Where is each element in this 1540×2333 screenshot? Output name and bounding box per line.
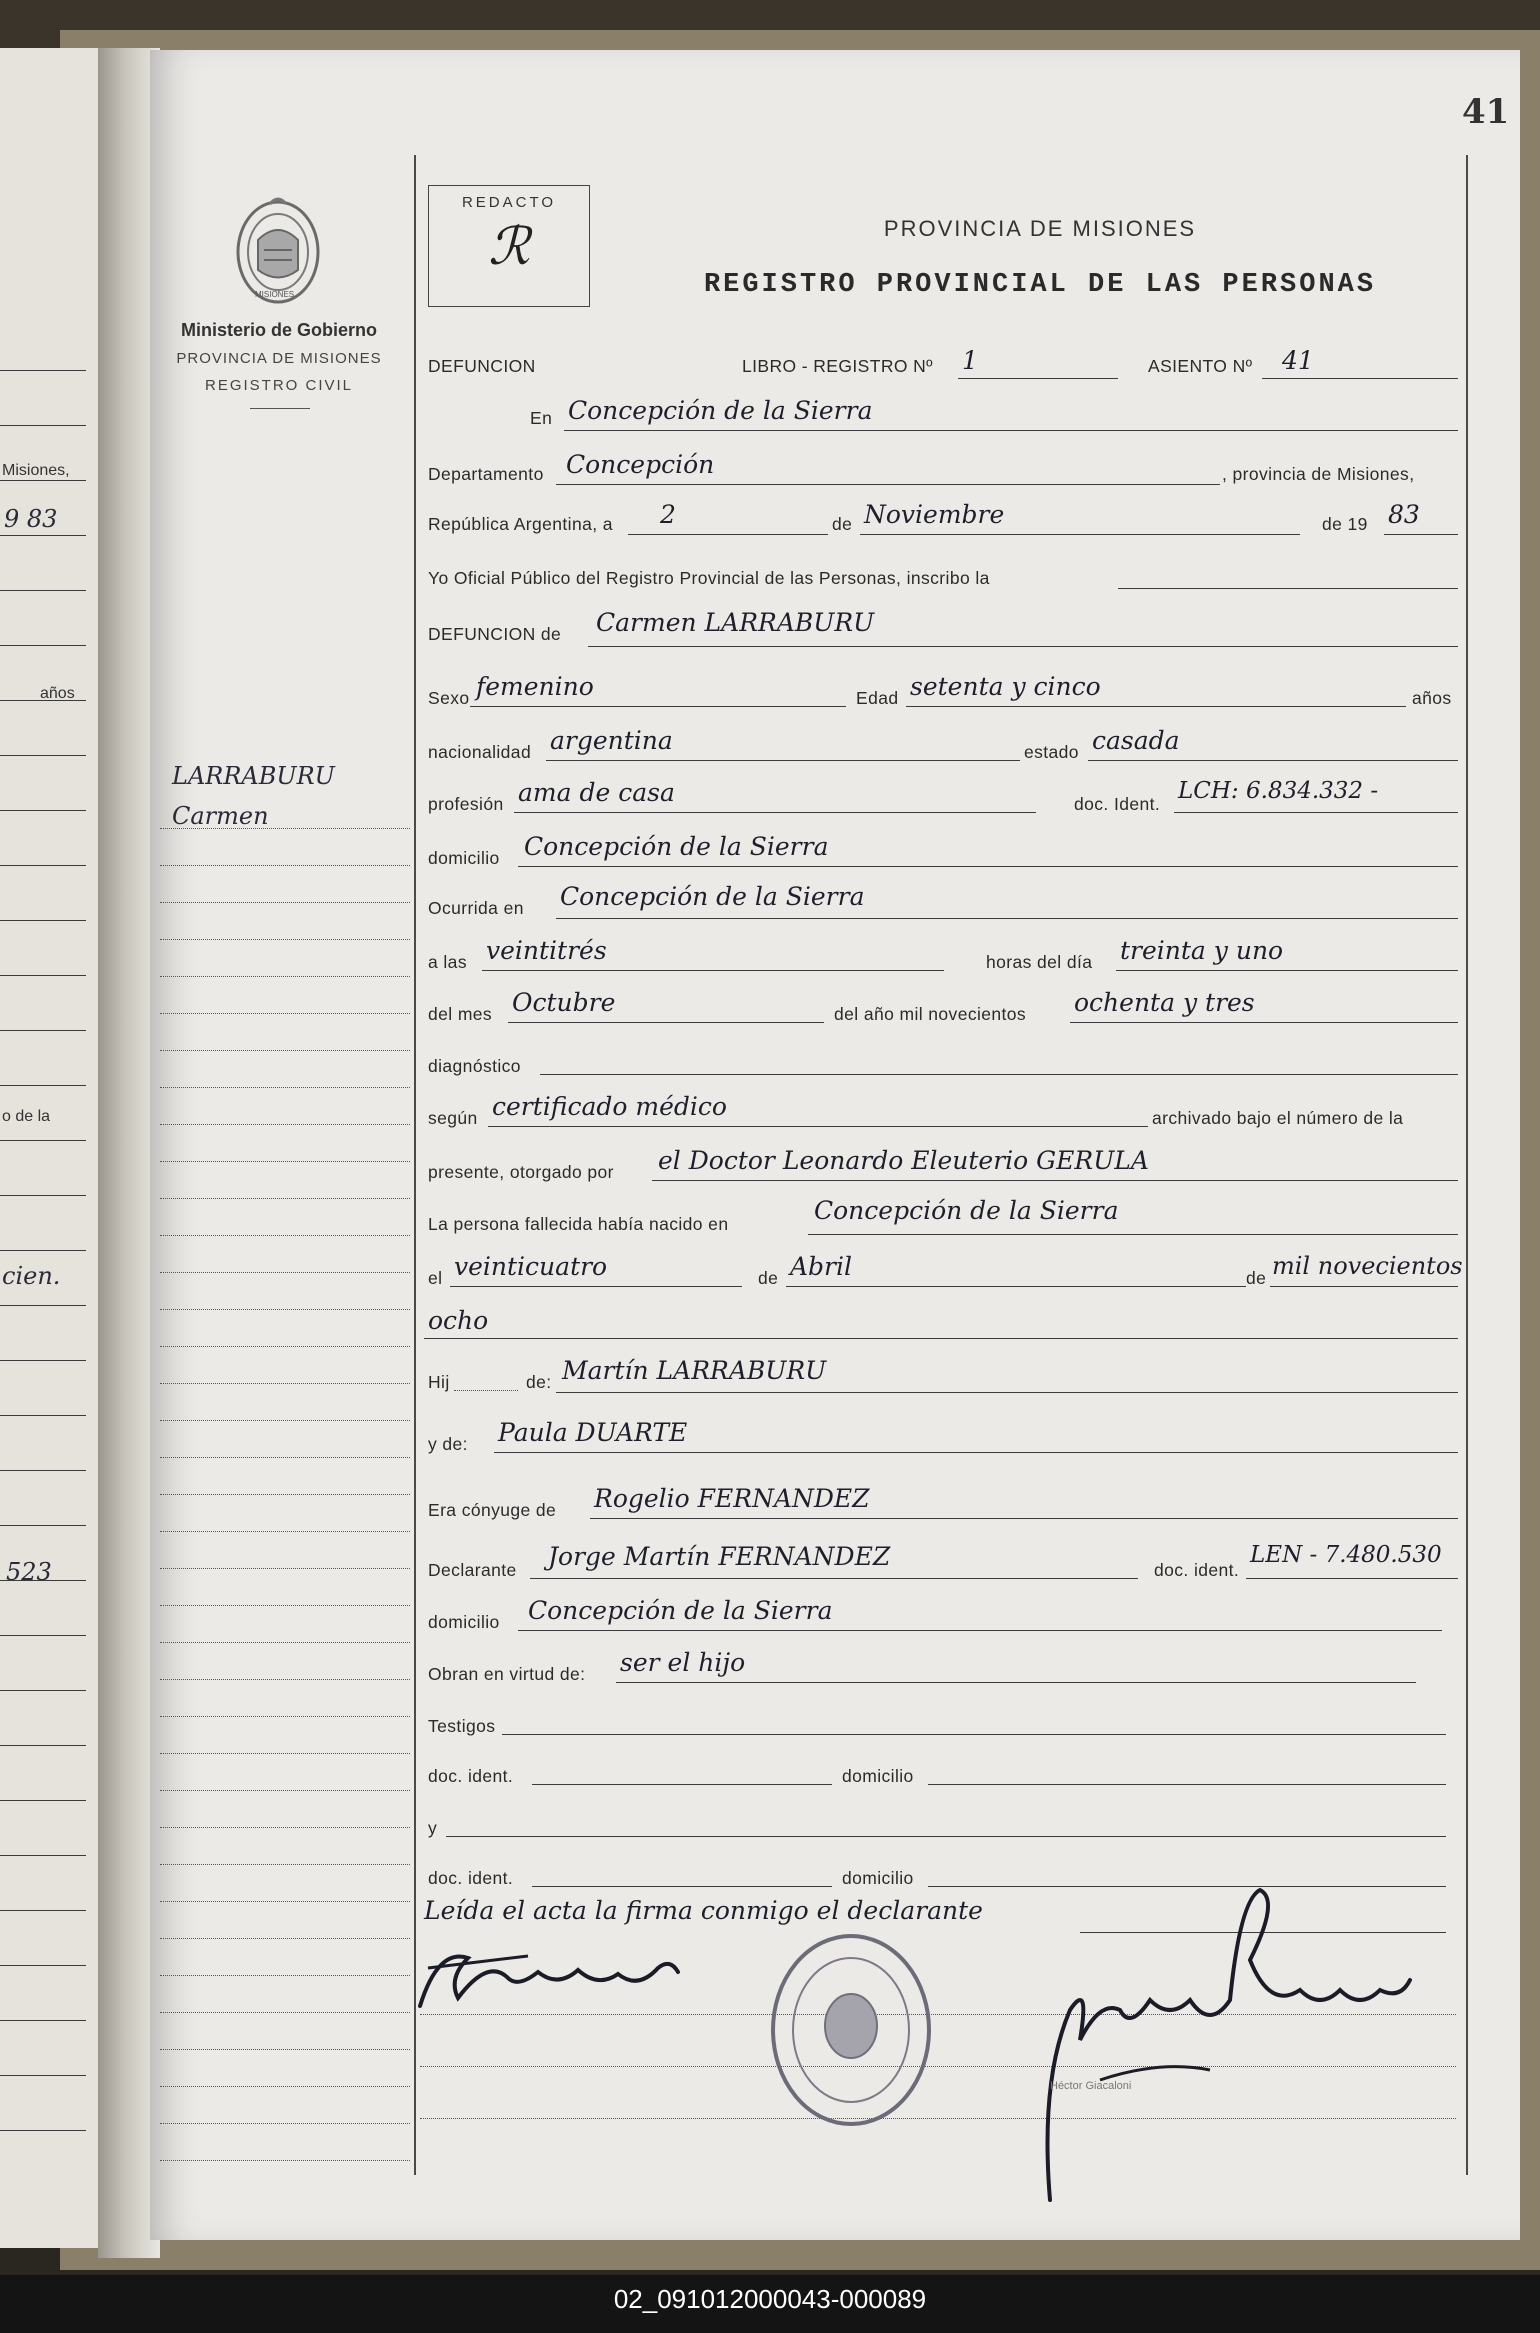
margin-rule — [160, 1938, 410, 1939]
margin-rule — [160, 2049, 410, 2050]
label-declarante: Declarante — [428, 1560, 517, 1580]
left-page-rule — [0, 535, 86, 536]
margin-rule — [160, 1494, 410, 1495]
line — [1070, 1022, 1458, 1023]
left-page-rule — [0, 2020, 86, 2021]
value-madre: Paula DUARTE — [498, 1418, 688, 1447]
label-segun: según — [428, 1108, 478, 1128]
line — [928, 1784, 1446, 1785]
value-ano-texto: ochenta y tres — [1074, 988, 1255, 1017]
label-estado: estado — [1024, 742, 1079, 762]
label-de-mes: de — [758, 1268, 779, 1288]
label-de-padre: de: — [526, 1372, 552, 1392]
margin-rule — [160, 1605, 410, 1606]
line — [532, 1784, 832, 1785]
margin-rule — [160, 1827, 410, 1828]
left-fragment: o de la — [2, 1108, 51, 1125]
label-libro: LIBRO - REGISTRO Nº — [742, 356, 933, 376]
margin-rule — [160, 1864, 410, 1865]
line — [556, 1392, 1458, 1393]
emblem-text: MISIONES — [255, 290, 295, 299]
line — [564, 430, 1458, 431]
line — [628, 534, 828, 535]
value-declarante-doc: LEN - 7.480.530 — [1250, 1542, 1442, 1568]
label-anos: años — [1412, 688, 1452, 708]
margin-surname: LARRABURU — [172, 762, 335, 790]
left-page-rule — [0, 1525, 86, 1526]
label-defuncion-de: DEFUNCION de — [428, 624, 562, 644]
label-domicilio-t1: domicilio — [842, 1766, 914, 1786]
left-page — [0, 48, 100, 2248]
value-departamento: Concepción — [566, 450, 715, 479]
label-nacionalidad: nacionalidad — [428, 742, 532, 762]
declarante-signature — [408, 1928, 698, 2018]
right-border — [1466, 155, 1468, 2175]
value-declarante: Jorge Martín FERNANDEZ — [548, 1542, 891, 1571]
line — [808, 1234, 1458, 1235]
line — [454, 1390, 518, 1391]
value-nac-ano1: mil novecientos — [1272, 1252, 1463, 1280]
line — [514, 812, 1036, 813]
value-ocurrida: Concepción de la Sierra — [560, 882, 865, 911]
label-defuncion: DEFUNCION — [428, 356, 536, 376]
line — [958, 378, 1118, 379]
line — [1270, 1286, 1458, 1287]
line — [540, 1074, 1458, 1075]
line — [470, 706, 846, 707]
label-departamento: Departamento — [428, 464, 544, 484]
margin-rule — [160, 1568, 410, 1569]
left-page-rule — [0, 975, 86, 976]
label-archivado: archivado bajo el número de la — [1152, 1108, 1404, 1128]
line — [532, 1886, 832, 1887]
margin-rule — [160, 1272, 410, 1273]
margin-rule — [160, 1013, 410, 1014]
line — [860, 534, 1300, 535]
value-doc: LCH: 6.834.332 - — [1178, 778, 1379, 804]
value-domicilio: Concepción de la Sierra — [524, 832, 829, 861]
margin-rule — [160, 1457, 410, 1458]
left-page-rule — [0, 370, 86, 371]
left-fragment: 9 83 — [4, 505, 58, 533]
registry-header: REGISTRO PROVINCIAL DE LAS PERSONAS — [703, 270, 1377, 300]
left-page-rule — [0, 1360, 86, 1361]
value-nac-ano2: ocho — [428, 1306, 489, 1335]
left-page-rule — [0, 590, 86, 591]
line — [616, 1682, 1416, 1683]
official-signature — [1010, 1880, 1420, 2210]
label-conyuge: Era cónyuge de — [428, 1500, 557, 1520]
line — [556, 484, 1220, 485]
redacto-box — [428, 185, 590, 307]
line — [556, 918, 1458, 919]
left-page-rule — [0, 2075, 86, 2076]
label-ocurrida: Ocurrida en — [428, 898, 524, 918]
left-page-rule — [0, 920, 86, 921]
value-en: Concepción de la Sierra — [568, 396, 873, 425]
label-y-de: y de: — [428, 1434, 468, 1454]
official-seal-icon — [766, 1930, 936, 2130]
redacto-mark: ℛ — [488, 217, 530, 277]
left-page-rule — [0, 810, 86, 811]
label-obran: Obran en virtud de: — [428, 1664, 586, 1684]
left-page-rule — [0, 700, 86, 701]
label-republica: República Argentina, a — [428, 514, 613, 534]
label-oficial: Yo Oficial Público del Registro Provincial de las Personas, inscribo la — [428, 568, 990, 588]
margin-rule — [160, 1901, 410, 1902]
line — [1384, 534, 1458, 535]
label-del-ano: del año mil novecientos — [834, 1004, 1027, 1024]
line — [590, 1518, 1458, 1519]
left-fragment: 523 — [6, 1558, 52, 1586]
label-presente: presente, otorgado por — [428, 1162, 614, 1182]
image-caption: 02_091012000043-000089 — [613, 2284, 927, 2314]
label-doc-ident-t1: doc. ident. — [428, 1766, 514, 1786]
value-asiento: 41 — [1282, 346, 1314, 375]
left-page-rule — [0, 425, 86, 426]
left-page-rule — [0, 2130, 86, 2131]
value-obran: ser el hijo — [620, 1648, 746, 1677]
label-provincia: , provincia de Misiones, — [1222, 464, 1415, 484]
line — [494, 1452, 1458, 1453]
label-en: En — [530, 408, 553, 428]
value-otorgado: el Doctor Leonardo Eleuterio GERULA — [658, 1146, 1149, 1175]
redacto-label: REDACTO — [461, 194, 557, 211]
value-defuncion-de: Carmen LARRABURU — [596, 608, 875, 637]
margin-rule — [160, 1753, 410, 1754]
line — [482, 970, 944, 971]
margin-rule — [160, 1235, 410, 1236]
label-a-las: a las — [428, 952, 467, 972]
left-fragment: Misiones, — [2, 462, 70, 479]
line — [518, 1630, 1442, 1631]
line — [518, 866, 1458, 867]
label-sexo: Sexo — [428, 688, 470, 708]
value-estado: casada — [1092, 726, 1180, 755]
left-page-rule — [0, 1250, 86, 1251]
margin-rule — [160, 1383, 410, 1384]
line — [786, 1286, 1246, 1287]
value-sexo: femenino — [476, 672, 594, 701]
margin-rule — [160, 1309, 410, 1310]
value-nacionalidad: argentina — [550, 726, 673, 755]
margin-name: Carmen — [172, 802, 269, 830]
margin-rule — [160, 1420, 410, 1421]
margin-rule — [160, 828, 410, 829]
ministry-title: Ministerio de Gobierno — [180, 320, 377, 340]
value-dia-texto: treinta y uno — [1120, 936, 1284, 965]
left-page-rule — [0, 1140, 86, 1141]
margin-rule — [160, 902, 410, 903]
left-page-rule — [0, 1635, 86, 1636]
margin-rule — [160, 865, 410, 866]
margin-rule — [160, 1975, 410, 1976]
line — [488, 1126, 1148, 1127]
margin-rule — [160, 1679, 410, 1680]
label-domicilio-declarante: domicilio — [428, 1612, 500, 1632]
label-doc-ident-declarante: doc. ident. — [1154, 1560, 1240, 1580]
label-de-year: de — [1246, 1268, 1267, 1288]
margin-rule — [160, 2012, 410, 2013]
label-domicilio-t2: domicilio — [842, 1868, 914, 1888]
left-page-rule — [0, 1800, 86, 1801]
line — [1088, 760, 1458, 761]
margin-rule — [160, 1790, 410, 1791]
left-page-rule — [0, 1965, 86, 1966]
left-page-rule — [0, 645, 86, 646]
label-de: de — [832, 514, 853, 534]
margin-rule — [160, 1087, 410, 1088]
left-page-rule — [0, 1470, 86, 1471]
left-page-rule — [0, 1415, 86, 1416]
label-de-19: de 19 — [1322, 514, 1368, 534]
margin-rule — [160, 1050, 410, 1051]
label-horas-dia: horas del día — [986, 952, 1093, 972]
value-declarante-dom: Concepción de la Sierra — [528, 1596, 833, 1625]
label-el: el — [428, 1268, 443, 1288]
margin-rule — [160, 2086, 410, 2087]
ministry-province: PROVINCIA DE MISIONES — [176, 350, 382, 367]
ministry-registry: REGISTRO CIVIL — [204, 377, 354, 394]
value-mes: Noviembre — [864, 500, 1005, 529]
column-divider — [414, 155, 416, 2175]
value-nac-dia: veinticuatro — [454, 1252, 608, 1281]
label-doc-ident-t2: doc. ident. — [428, 1868, 514, 1888]
value-hora: veintitrés — [486, 936, 607, 965]
margin-rule — [160, 2160, 410, 2161]
left-page-rule — [0, 1910, 86, 1911]
line — [1174, 812, 1458, 813]
value-segun: certificado médico — [492, 1092, 727, 1121]
official-stamp-text: Héctor Giacaloni — [1050, 2080, 1132, 2092]
line — [652, 1180, 1458, 1181]
value-edad: setenta y cinco — [910, 672, 1101, 701]
value-libro: 1 — [962, 346, 978, 375]
margin-rule — [160, 939, 410, 940]
label-asiento: ASIENTO Nº — [1148, 356, 1253, 376]
line — [424, 1338, 1458, 1339]
label-domicilio: domicilio — [428, 848, 500, 868]
label-del-mes: del mes — [428, 1004, 493, 1024]
divider — [250, 408, 310, 409]
line — [450, 1286, 742, 1287]
margin-rule — [160, 1198, 410, 1199]
left-page-rule — [0, 1305, 86, 1306]
page-number: 41 — [1462, 92, 1510, 132]
line — [1116, 970, 1458, 971]
value-padre: Martín LARRABURU — [562, 1356, 827, 1385]
value-nacido-en: Concepción de la Sierra — [814, 1196, 1119, 1225]
label-edad: Edad — [856, 688, 899, 708]
left-fragment: cien. — [2, 1262, 61, 1290]
margin-rule — [160, 1642, 410, 1643]
value-profesion: ama de casa — [518, 778, 675, 807]
left-fragment: años — [40, 685, 75, 702]
value-ano: 83 — [1388, 500, 1420, 529]
line — [530, 1578, 1138, 1579]
label-hij: Hij — [428, 1372, 450, 1392]
label-testigos: Testigos — [428, 1716, 496, 1736]
line — [502, 1734, 1446, 1735]
left-page-rule — [0, 480, 86, 481]
left-page-rule — [0, 1580, 86, 1581]
value-nac-mes: Abril — [790, 1252, 852, 1281]
left-page-rule — [0, 1745, 86, 1746]
margin-rule — [160, 2123, 410, 2124]
left-page-rule — [0, 755, 86, 756]
label-nacido: La persona fallecida había nacido en — [428, 1214, 729, 1234]
left-page-rule — [0, 1030, 86, 1031]
label-diagnostico: diagnóstico — [428, 1056, 521, 1076]
label-y: y — [428, 1818, 438, 1838]
margin-rule — [160, 1346, 410, 1347]
line — [588, 646, 1458, 647]
margin-rule — [160, 1716, 410, 1717]
province-header: PROVINCIA DE MISIONES — [883, 216, 1197, 241]
margin-rule — [160, 1161, 410, 1162]
line — [546, 760, 1020, 761]
margin-rule — [160, 976, 410, 977]
value-leida: Leída el acta la firma conmigo el declarante — [424, 1896, 983, 1925]
line — [1262, 378, 1458, 379]
value-mes-texto: Octubre — [512, 988, 616, 1017]
left-page-rule — [0, 865, 86, 866]
line — [508, 1022, 824, 1023]
line — [1118, 588, 1458, 589]
line — [1246, 1578, 1458, 1579]
margin-rule — [160, 1531, 410, 1532]
left-page-rule — [0, 1690, 86, 1691]
line — [446, 1836, 1446, 1837]
label-doc-ident: doc. Ident. — [1074, 794, 1161, 814]
left-page-rule — [0, 1085, 86, 1086]
margin-rule — [160, 1124, 410, 1125]
line — [906, 706, 1406, 707]
left-page-rule — [0, 1855, 86, 1856]
label-profesion: profesión — [428, 794, 504, 814]
value-conyuge: Rogelio FERNANDEZ — [594, 1484, 870, 1513]
value-dia: 2 — [660, 500, 676, 529]
left-page-rule — [0, 1195, 86, 1196]
